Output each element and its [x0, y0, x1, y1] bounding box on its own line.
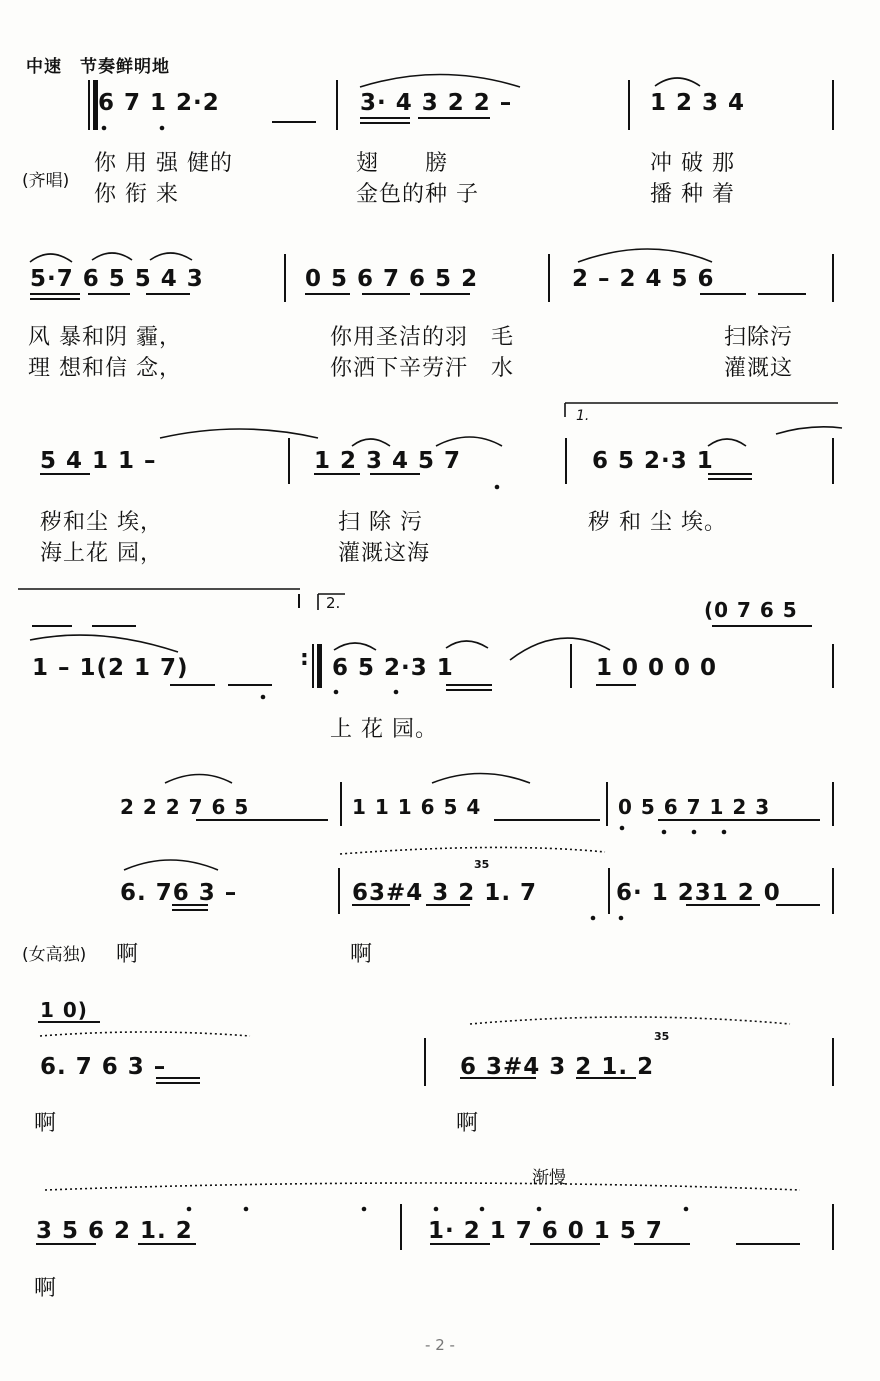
upper-line: 1 1 1 6 5 4 — [352, 795, 482, 819]
lyric: 播 种 着 — [650, 182, 735, 207]
expression-ritardando: 渐慢 — [532, 1168, 566, 1188]
measure: 6 3#4 3 2 1. 2 — [460, 1054, 655, 1080]
measure: 2 – 2 4 5 6 — [572, 266, 715, 292]
volta-1-label: 1. — [576, 408, 590, 424]
barline — [548, 254, 550, 302]
upper-line: 0 5 6 7 1 2 3 — [618, 795, 771, 819]
barline — [88, 80, 90, 130]
measure: 5·7 6 5 5 4 3 — [30, 266, 204, 292]
lyric: 你用圣洁的羽 毛 — [330, 325, 515, 350]
barline — [340, 782, 342, 826]
lyric: 灌溉这 — [724, 356, 794, 381]
volta-2-label: 2. — [326, 594, 341, 612]
repeat-end-dots: : — [300, 646, 309, 671]
lyric: 上 花 园。 — [330, 717, 438, 742]
lyric: 你 用 强 健的 — [94, 151, 233, 176]
barline — [608, 868, 610, 914]
part-label-soprano-solo: (女高独) — [22, 945, 87, 965]
lyric: 灌溉这海 — [338, 541, 431, 566]
grace-note: 35 — [474, 858, 490, 871]
barline — [400, 1204, 402, 1250]
tempo-marking: 中速 节奏鲜明地 — [26, 57, 170, 77]
lyric: 你洒下辛劳汗 水 — [330, 356, 515, 381]
barline — [832, 80, 834, 130]
lyric: 啊 — [34, 1111, 58, 1136]
lyric: 啊 — [456, 1111, 480, 1136]
barline — [288, 438, 290, 484]
upper-line: 1 0) — [40, 998, 88, 1022]
measure: 1· 2 1 7 6 0 1 5 7 — [428, 1218, 663, 1244]
measure: 63#4 3 2 1. 7 — [352, 880, 538, 906]
barline — [832, 1038, 834, 1086]
measure: 3· 4 3 2 2 – — [360, 90, 513, 116]
lyric: 啊 — [116, 942, 140, 967]
barline — [336, 80, 338, 130]
lyric: 翅 膀 — [356, 151, 449, 176]
measure: 1 0 0 0 0 — [596, 655, 718, 681]
measure: 6 5 2·3 1 — [332, 655, 454, 681]
lyric: 海上花 园， — [40, 541, 163, 566]
lyric: 秽 和 尘 埃。 — [588, 510, 727, 535]
barline — [832, 644, 834, 688]
barline — [606, 782, 608, 826]
upper-line: 2 2 2 7 6 5 — [120, 795, 250, 819]
barline — [832, 438, 834, 484]
barline — [312, 644, 314, 688]
lyric: 理 想和信 念， — [28, 356, 182, 381]
barline — [832, 254, 834, 302]
barline — [565, 438, 567, 484]
upper-line: (0 7 6 5 — [704, 598, 798, 622]
lyric: 秽和尘 埃， — [40, 510, 163, 535]
barline — [570, 644, 572, 688]
lyric: 你 衔 来 — [94, 182, 179, 207]
measure: 5 4 1 1 – — [40, 448, 157, 474]
barline — [628, 80, 630, 130]
grace-note: 35 — [654, 1030, 670, 1043]
barline — [832, 782, 834, 826]
repeat-end-barline — [317, 644, 322, 688]
lyric: 冲 破 那 — [650, 151, 735, 176]
measure: 6· 1 231 2 0 — [616, 880, 781, 906]
measure: 6 7 1 2·2 — [98, 90, 220, 116]
measure: 6 5 2·3 1 — [592, 448, 714, 474]
barline — [832, 868, 834, 914]
page-number: - 2 - — [425, 1336, 455, 1354]
lyric: 扫除污 — [724, 325, 794, 350]
measure: 1 2 3 4 — [650, 90, 746, 116]
measure: 6. 76 3 – — [120, 880, 238, 906]
measure: 0 5 6 7 6 5 2 — [305, 266, 479, 292]
measure: 1 – 1(2 1 7) — [32, 655, 189, 681]
lyric: 扫 除 污 — [338, 510, 423, 535]
lyric: 风 暴和阴 霾， — [28, 325, 182, 350]
measure: 3 5 6 2 1. 2 — [36, 1218, 193, 1244]
measure: 6. 7 6 3 – — [40, 1054, 167, 1080]
barline — [284, 254, 286, 302]
barline — [424, 1038, 426, 1086]
lyric: 金色的种 子 — [356, 182, 479, 207]
volta-tick — [298, 594, 300, 608]
part-label-chorus: (齐唱) — [22, 171, 70, 191]
barline — [832, 1204, 834, 1250]
lyric: 啊 — [34, 1276, 58, 1301]
barline — [338, 868, 340, 914]
lyric: 啊 — [350, 942, 374, 967]
measure: 1 2 3 4 5 7 — [314, 448, 462, 474]
